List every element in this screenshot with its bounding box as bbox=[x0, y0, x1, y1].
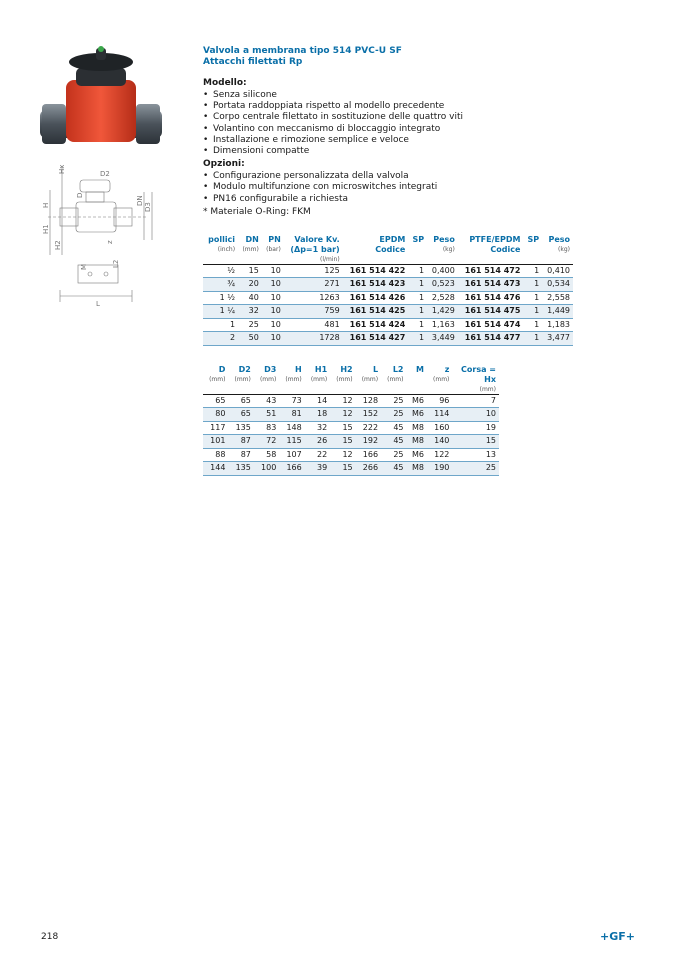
header-label: SP bbox=[412, 234, 425, 244]
header-label: Codice bbox=[375, 244, 406, 254]
svg-text:Hx: Hx bbox=[58, 164, 66, 174]
table-cell: ½ bbox=[203, 264, 238, 278]
header-label: H1 bbox=[314, 364, 328, 374]
table-cell: 481 bbox=[284, 318, 343, 332]
main-content bbox=[203, 46, 581, 476]
header-unit: (mm) bbox=[285, 375, 302, 383]
table-cell: 1728 bbox=[284, 332, 343, 346]
column-header bbox=[238, 235, 262, 265]
table-cell: 25 bbox=[381, 408, 406, 422]
header-unit: (mm) bbox=[387, 375, 404, 383]
table-cell: 1 bbox=[408, 318, 427, 332]
table-cell: 1,183 bbox=[542, 318, 573, 332]
page-number: 218 bbox=[41, 932, 59, 942]
table-cell: 107 bbox=[279, 448, 304, 462]
table-cell: 18 bbox=[305, 408, 330, 422]
table-cell: 39 bbox=[305, 462, 330, 476]
header-unit: (mm) bbox=[259, 375, 277, 383]
table-cell: 25 bbox=[452, 462, 499, 476]
table-cell: 161 514 425 bbox=[343, 305, 409, 319]
header-label: D bbox=[218, 364, 226, 374]
column-header bbox=[408, 235, 427, 265]
table-cell: 96 bbox=[427, 394, 452, 408]
table-cell: 1 bbox=[408, 291, 427, 305]
svg-text:H1: H1 bbox=[42, 224, 50, 234]
table-cell: 0,523 bbox=[427, 278, 458, 292]
table-cell: 148 bbox=[279, 421, 304, 435]
table-cell: 161 514 476 bbox=[458, 291, 524, 305]
table-cell: 166 bbox=[279, 462, 304, 476]
header-unit: (mm) bbox=[479, 385, 496, 393]
header-label: pollici bbox=[208, 234, 236, 244]
table-cell: 1 bbox=[408, 332, 427, 346]
table-cell: 140 bbox=[427, 435, 452, 449]
table-row bbox=[203, 421, 499, 435]
table-cell: 25 bbox=[381, 394, 406, 408]
table-cell: 117 bbox=[203, 421, 228, 435]
table-cell: 161 514 472 bbox=[458, 264, 524, 278]
column-header bbox=[343, 235, 409, 265]
table-cell: M8 bbox=[407, 462, 427, 476]
table-cell: 2,528 bbox=[427, 291, 458, 305]
column-header bbox=[305, 365, 330, 395]
modello-list bbox=[203, 90, 581, 157]
list-item: • Corpo centrale filettato in sostituzione delle quattro viti bbox=[203, 112, 581, 123]
table-cell: 73 bbox=[279, 394, 304, 408]
svg-text:L: L bbox=[96, 300, 100, 308]
table-cell: 87 bbox=[228, 435, 253, 449]
table-cell: M8 bbox=[407, 421, 427, 435]
header-unit: (mm) bbox=[310, 375, 328, 383]
table-cell: 10 bbox=[452, 408, 499, 422]
header-label: M bbox=[415, 364, 424, 374]
table-cell: 19 bbox=[452, 421, 499, 435]
svg-text:z: z bbox=[106, 240, 114, 244]
column-header bbox=[330, 365, 355, 395]
list-item: • Volantino con meccanismo di bloccaggio integrato bbox=[203, 124, 581, 135]
header-label: PTFE/EPDM bbox=[469, 234, 521, 244]
table-cell: 0,410 bbox=[542, 264, 573, 278]
modello-heading: Modello: bbox=[203, 78, 247, 88]
table-row bbox=[203, 305, 573, 319]
header-unit: (mm) bbox=[234, 375, 251, 383]
table-cell: 271 bbox=[284, 278, 343, 292]
table-cell: 10 bbox=[262, 332, 284, 346]
column-header bbox=[279, 365, 304, 395]
header-unit: (inch) bbox=[217, 245, 236, 253]
svg-text:M: M bbox=[80, 263, 88, 270]
table-cell: 1 bbox=[523, 278, 542, 292]
svg-text:D3: D3 bbox=[144, 202, 152, 212]
table-cell: 1 bbox=[203, 318, 238, 332]
header-label: L2 bbox=[392, 364, 404, 374]
table-row bbox=[203, 448, 499, 462]
column-header bbox=[523, 235, 542, 265]
column-header bbox=[284, 235, 343, 265]
header-label: (Δp=1 bar) bbox=[290, 244, 340, 254]
header-unit: (mm) bbox=[336, 375, 353, 383]
table-row bbox=[203, 332, 573, 346]
table-cell: 80 bbox=[203, 408, 228, 422]
table-cell: 45 bbox=[381, 421, 406, 435]
column-header bbox=[262, 235, 284, 265]
table-cell: 1 bbox=[408, 305, 427, 319]
table-cell: 13 bbox=[452, 448, 499, 462]
table-cell: 759 bbox=[284, 305, 343, 319]
table-cell: 26 bbox=[305, 435, 330, 449]
header-label: Peso bbox=[548, 234, 570, 244]
table-cell: 135 bbox=[228, 462, 253, 476]
table-cell: 1 bbox=[523, 332, 542, 346]
table-cell: 12 bbox=[330, 394, 355, 408]
table-header-row bbox=[203, 235, 573, 265]
table-cell: 2,558 bbox=[542, 291, 573, 305]
table-cell: 0,400 bbox=[427, 264, 458, 278]
table-cell: 20 bbox=[238, 278, 262, 292]
list-item: • Installazione e rimozione semplice e veloce bbox=[203, 135, 581, 146]
header-label: H bbox=[295, 364, 302, 374]
table-cell: 125 bbox=[284, 264, 343, 278]
table-cell: 1 bbox=[523, 318, 542, 332]
table-cell: 10 bbox=[262, 318, 284, 332]
table-cell: 1 bbox=[523, 264, 542, 278]
table-cell: M8 bbox=[407, 435, 427, 449]
table-cell: 128 bbox=[356, 394, 381, 408]
column-header bbox=[542, 235, 573, 265]
table-cell: 1263 bbox=[284, 291, 343, 305]
dimensions-table bbox=[203, 365, 499, 476]
list-item: • Dimensioni compatte bbox=[203, 146, 581, 157]
table-cell: 161 514 475 bbox=[458, 305, 524, 319]
header-label: D3 bbox=[264, 364, 277, 374]
svg-text:D2: D2 bbox=[100, 170, 110, 178]
table-cell: 161 514 477 bbox=[458, 332, 524, 346]
table-cell: 32 bbox=[238, 305, 262, 319]
table-row bbox=[203, 462, 499, 476]
header-label: L bbox=[372, 364, 379, 374]
svg-text:D: D bbox=[76, 192, 84, 198]
table-header-row bbox=[203, 365, 499, 395]
header-unit: (mm) bbox=[209, 375, 226, 383]
header-unit: (mm) bbox=[433, 375, 450, 383]
header-unit: (kg) bbox=[558, 245, 570, 253]
column-header bbox=[203, 365, 228, 395]
column-header bbox=[254, 365, 279, 395]
dimension-drawing bbox=[38, 160, 168, 310]
table-cell: 1,163 bbox=[427, 318, 458, 332]
table-cell: 1 bbox=[408, 264, 427, 278]
table-cell: 10 bbox=[262, 278, 284, 292]
list-item: • Senza silicone bbox=[203, 90, 581, 101]
table-cell: 3,477 bbox=[542, 332, 573, 346]
table-cell: 192 bbox=[356, 435, 381, 449]
gf-logo: +GF+ bbox=[600, 930, 635, 943]
header-unit: (l/min) bbox=[320, 255, 340, 263]
table-cell: 161 514 427 bbox=[343, 332, 409, 346]
column-header bbox=[427, 365, 452, 395]
table-cell: 25 bbox=[238, 318, 262, 332]
table-cell: 7 bbox=[452, 394, 499, 408]
header-label: PN bbox=[268, 234, 281, 244]
table-cell: M6 bbox=[407, 408, 427, 422]
table-cell: 1 ½ bbox=[203, 291, 238, 305]
table-cell: 22 bbox=[305, 448, 330, 462]
table-cell: 1,429 bbox=[427, 305, 458, 319]
oring-note: * Materiale O-Ring: FKM bbox=[203, 206, 311, 217]
table-cell: 51 bbox=[254, 408, 279, 422]
table-cell: 43 bbox=[254, 394, 279, 408]
column-header bbox=[452, 365, 499, 395]
table-cell: 32 bbox=[305, 421, 330, 435]
table-cell: 65 bbox=[228, 394, 253, 408]
table-cell: 161 514 426 bbox=[343, 291, 409, 305]
table-cell: 2 bbox=[203, 332, 238, 346]
opzioni-heading: Opzioni: bbox=[203, 159, 245, 170]
header-unit: (bar) bbox=[266, 245, 281, 253]
table-cell: 87 bbox=[228, 448, 253, 462]
table-cell: 88 bbox=[203, 448, 228, 462]
table-cell: 1 ¼ bbox=[203, 305, 238, 319]
header-label: Codice bbox=[490, 244, 521, 254]
table-cell: 135 bbox=[228, 421, 253, 435]
table-cell: 1 bbox=[408, 278, 427, 292]
table-cell: 15 bbox=[238, 264, 262, 278]
header-label: Corsa = bbox=[461, 364, 496, 374]
column-header bbox=[458, 235, 524, 265]
product-codes-table bbox=[203, 235, 573, 346]
svg-text:DN: DN bbox=[136, 195, 144, 206]
table-cell: 161 514 422 bbox=[343, 264, 409, 278]
column-header bbox=[356, 365, 381, 395]
table-cell: 45 bbox=[381, 462, 406, 476]
table-cell: 25 bbox=[381, 448, 406, 462]
table-cell: 115 bbox=[279, 435, 304, 449]
table-cell: 12 bbox=[330, 408, 355, 422]
table-cell: 10 bbox=[262, 305, 284, 319]
opzioni-list bbox=[203, 171, 581, 205]
list-item: • PN16 configurabile a richiesta bbox=[203, 194, 581, 205]
table-cell: 101 bbox=[203, 435, 228, 449]
list-item: • Modulo multifunzione con microswitches integrati bbox=[203, 182, 581, 193]
table-cell: 161 514 424 bbox=[343, 318, 409, 332]
table-cell: 65 bbox=[203, 394, 228, 408]
table-cell: M6 bbox=[407, 448, 427, 462]
header-unit: (mm) bbox=[242, 245, 259, 253]
table-row bbox=[203, 278, 573, 292]
svg-text:H2: H2 bbox=[54, 240, 62, 250]
product-subtitle: Attacchi filettati Rp bbox=[203, 57, 303, 67]
table-cell: 14 bbox=[305, 394, 330, 408]
product-title: Valvola a membrana tipo 514 PVC-U SF bbox=[203, 46, 402, 56]
table-cell: 160 bbox=[427, 421, 452, 435]
column-header bbox=[427, 235, 458, 265]
table-cell: 58 bbox=[254, 448, 279, 462]
table-cell: 114 bbox=[427, 408, 452, 422]
table-cell: 161 514 423 bbox=[343, 278, 409, 292]
table-row bbox=[203, 394, 499, 408]
table-cell: 161 514 474 bbox=[458, 318, 524, 332]
table-cell: 122 bbox=[427, 448, 452, 462]
table-cell: 81 bbox=[279, 408, 304, 422]
svg-text:H: H bbox=[42, 202, 50, 208]
header-label: Hx bbox=[484, 374, 496, 384]
table-cell: 190 bbox=[427, 462, 452, 476]
table-cell: 0,534 bbox=[542, 278, 573, 292]
table-row bbox=[203, 318, 573, 332]
header-label: Valore Kv. bbox=[294, 234, 340, 244]
table-cell: 15 bbox=[330, 462, 355, 476]
table-cell: 15 bbox=[330, 435, 355, 449]
table-cell: 1,449 bbox=[542, 305, 573, 319]
table-cell: 222 bbox=[356, 421, 381, 435]
table-cell: 166 bbox=[356, 448, 381, 462]
header-label: DN bbox=[245, 234, 259, 244]
header-label: z bbox=[444, 364, 450, 374]
table-cell: 83 bbox=[254, 421, 279, 435]
table-cell: ¾ bbox=[203, 278, 238, 292]
header-label: H2 bbox=[340, 364, 353, 374]
header-unit: (mm) bbox=[361, 375, 379, 383]
column-header bbox=[381, 365, 406, 395]
svg-text:L2: L2 bbox=[112, 259, 120, 268]
table-cell: 10 bbox=[262, 291, 284, 305]
table-cell: 72 bbox=[254, 435, 279, 449]
table-cell: M6 bbox=[407, 394, 427, 408]
valve-product-photo bbox=[36, 44, 166, 156]
list-item: • Configurazione personalizzata della valvola bbox=[203, 171, 581, 182]
header-label: SP bbox=[527, 234, 540, 244]
table-cell: 15 bbox=[452, 435, 499, 449]
table-cell: 45 bbox=[381, 435, 406, 449]
table-cell: 15 bbox=[330, 421, 355, 435]
list-item: • Portata raddoppiata rispetto al modello precedente bbox=[203, 101, 581, 112]
table-cell: 152 bbox=[356, 408, 381, 422]
table-cell: 65 bbox=[228, 408, 253, 422]
table-cell: 1 bbox=[523, 305, 542, 319]
header-label: Peso bbox=[433, 234, 455, 244]
header-unit: (kg) bbox=[442, 245, 455, 253]
header-label: D2 bbox=[238, 364, 251, 374]
table-cell: 3,449 bbox=[427, 332, 458, 346]
table-row bbox=[203, 291, 573, 305]
table-cell: 100 bbox=[254, 462, 279, 476]
table-cell: 161 514 473 bbox=[458, 278, 524, 292]
column-header bbox=[203, 235, 238, 265]
header-label: EPDM bbox=[379, 234, 406, 244]
table-cell: 40 bbox=[238, 291, 262, 305]
table-cell: 1 bbox=[523, 291, 542, 305]
table-cell: 10 bbox=[262, 264, 284, 278]
table-row bbox=[203, 435, 499, 449]
column-header bbox=[228, 365, 253, 395]
column-header bbox=[407, 365, 427, 395]
table-cell: 50 bbox=[238, 332, 262, 346]
table-cell: 12 bbox=[330, 448, 355, 462]
table-cell: 266 bbox=[356, 462, 381, 476]
table-cell: 144 bbox=[203, 462, 228, 476]
table-row bbox=[203, 408, 499, 422]
table-row bbox=[203, 264, 573, 278]
